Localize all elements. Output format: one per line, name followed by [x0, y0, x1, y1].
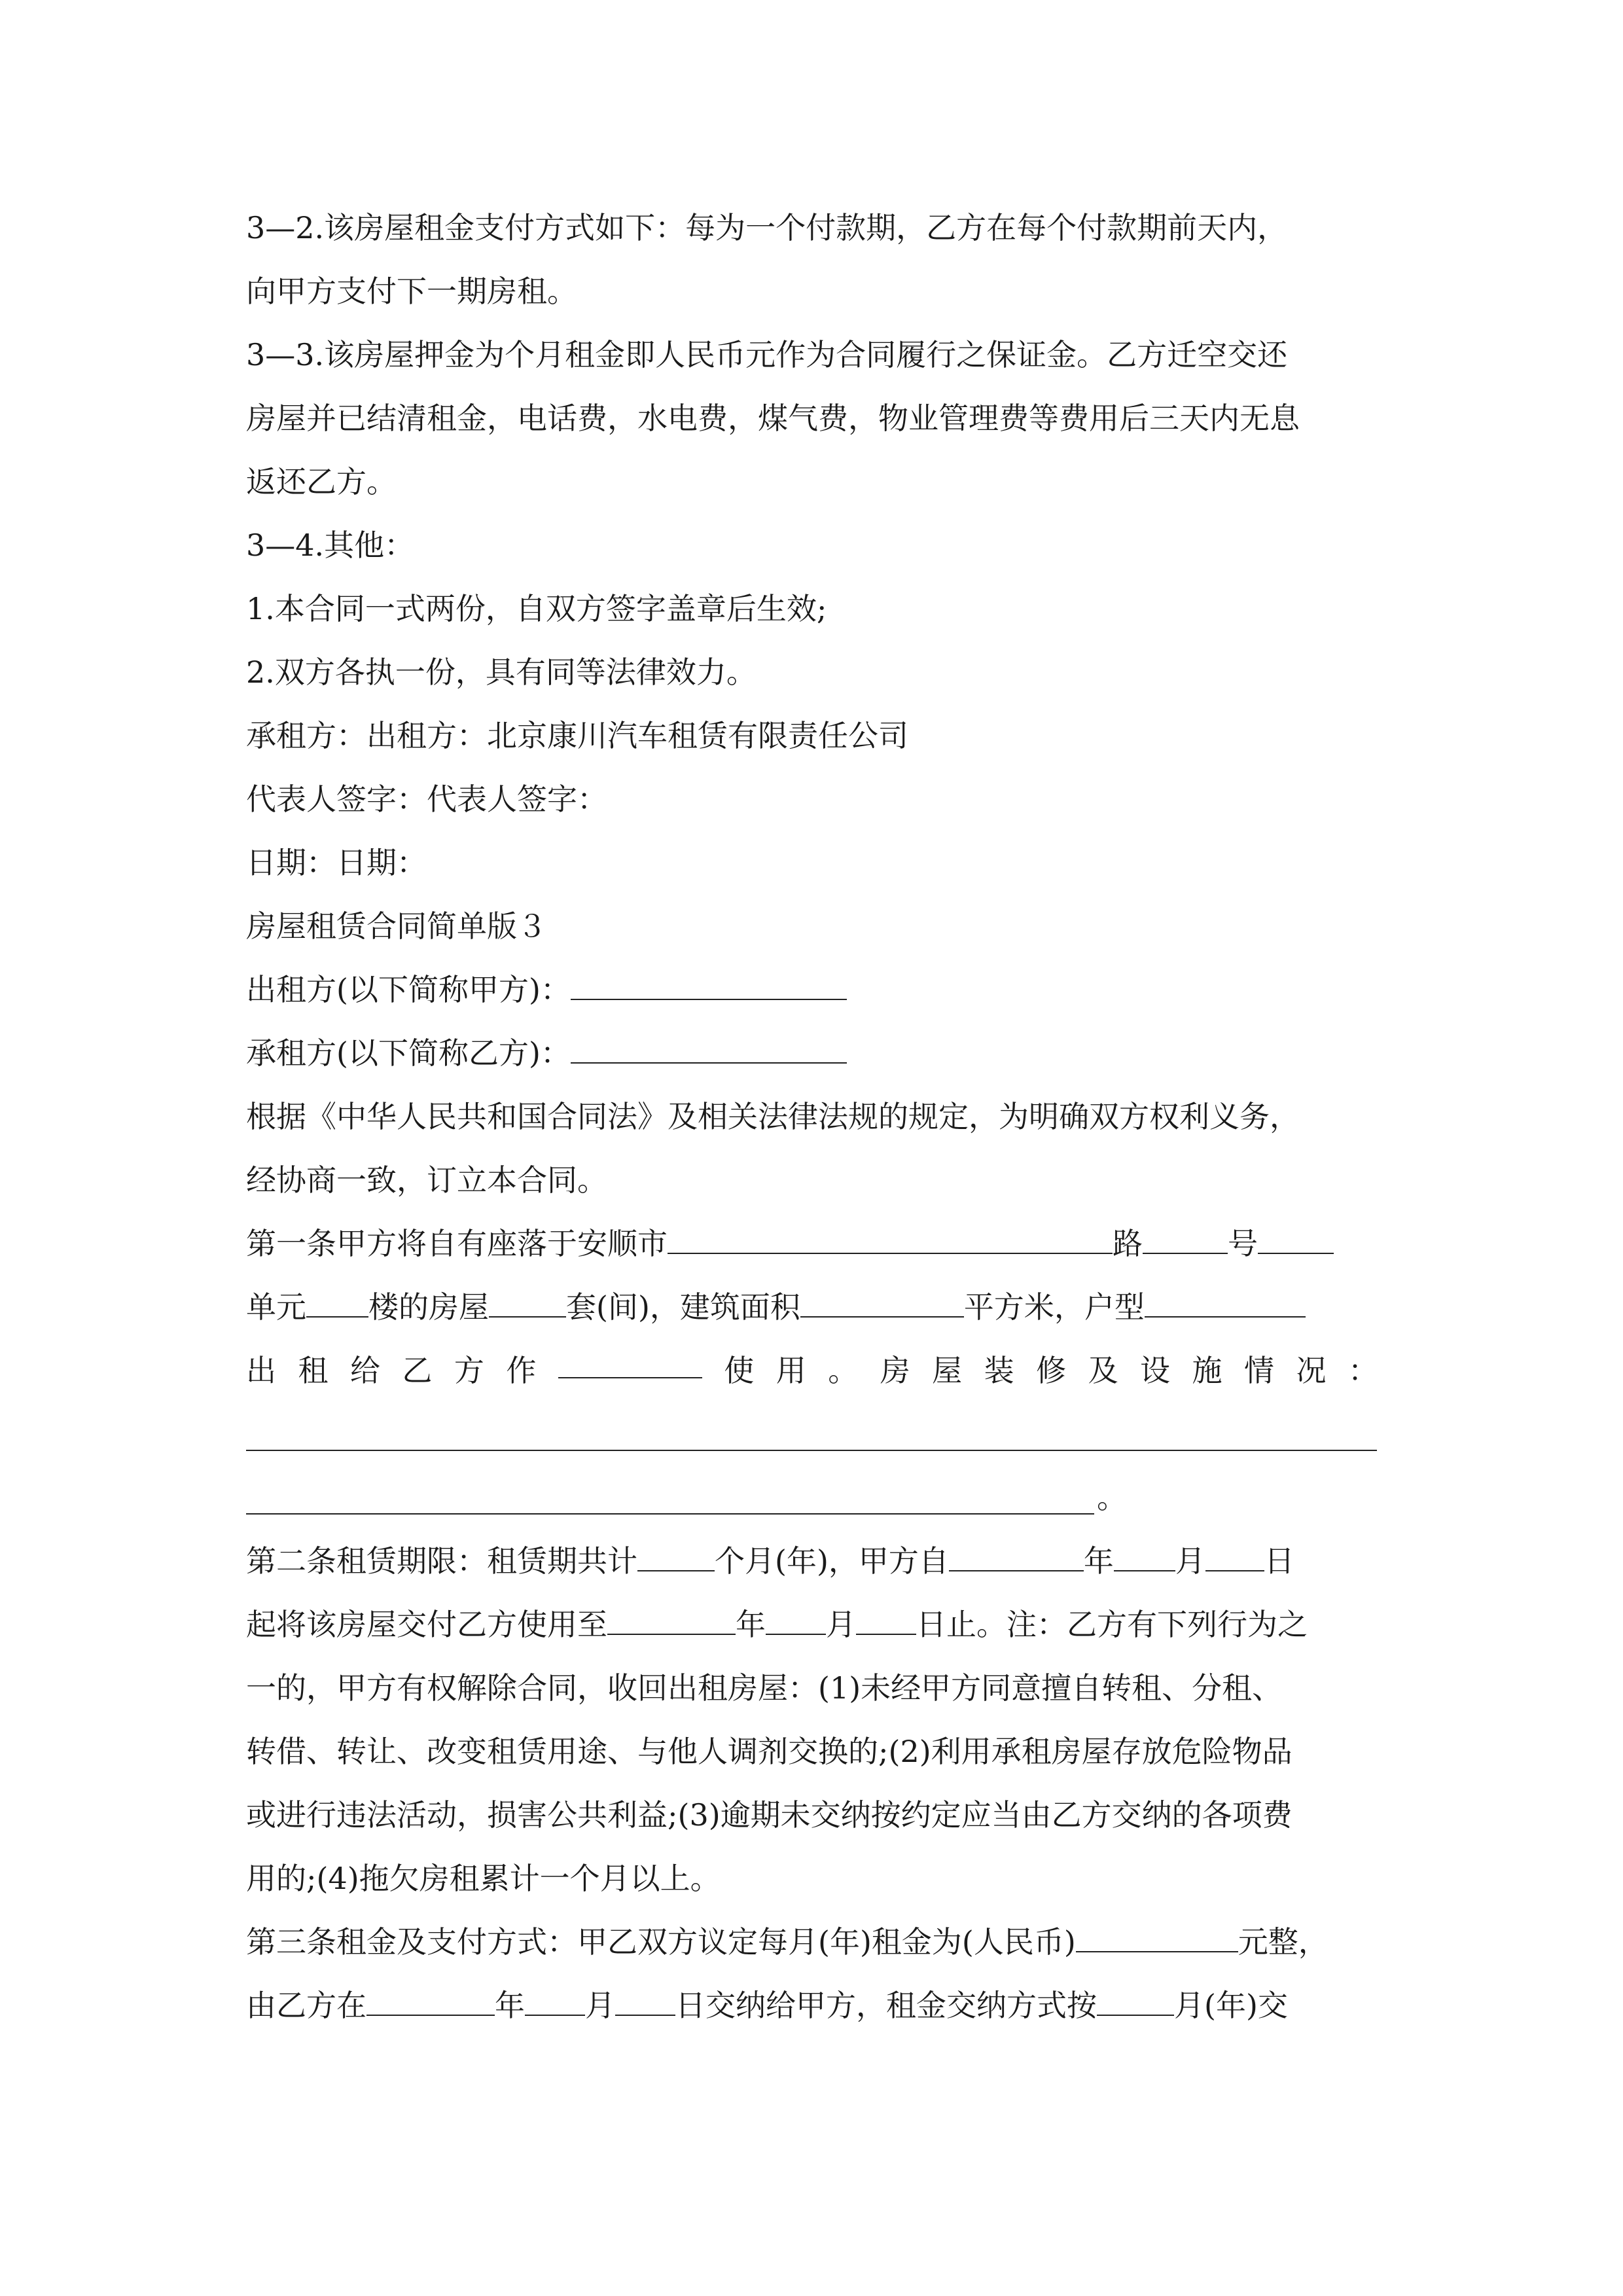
- start-day-blank[interactable]: [1205, 1532, 1264, 1571]
- period-mark: 。: [1097, 1480, 1127, 1515]
- end-month-blank[interactable]: [766, 1596, 826, 1635]
- layout-blank[interactable]: [1145, 1278, 1306, 1318]
- article-1-line-1: [246, 1212, 1378, 1276]
- yuan-label: 元整，: [1238, 1924, 1329, 1960]
- month-label: 月: [585, 1988, 615, 2023]
- suite-blank[interactable]: [489, 1278, 566, 1318]
- road-number-blank[interactable]: [1143, 1215, 1228, 1254]
- text-line: 返还乙方。: [246, 464, 397, 499]
- usage-blank[interactable]: [558, 1339, 702, 1378]
- article-2-line-1: [246, 1530, 1378, 1593]
- text-line: 转借、转让、改变租赁用途、与他人调剂交换的;(2)利用承租房屋存放危险物品: [246, 1734, 1293, 1769]
- char: 修: [1036, 1353, 1067, 1388]
- pay-by-label: 由乙方在: [246, 1988, 366, 2023]
- year-label: 年: [495, 1988, 525, 2023]
- term-blank[interactable]: [637, 1532, 715, 1571]
- lessor-label: 出租方(以下简称甲方)：: [246, 972, 571, 1007]
- lease-term-label: 第二条租赁期限：租赁期共计: [246, 1543, 637, 1579]
- lessor-line: [246, 958, 1378, 1022]
- decoration-blank[interactable]: [246, 1450, 1377, 1451]
- payment-period-label: 月(年)交: [1174, 1988, 1288, 2023]
- number-blank[interactable]: [1258, 1215, 1334, 1254]
- decoration-blank-line-2: [246, 1466, 1378, 1530]
- char: 装: [984, 1353, 1014, 1388]
- text-line: 3—3.该房屋押金为个月租金即人民币元作为合同履行之保证金。乙方迁空交还: [246, 337, 1288, 372]
- spread-text: [246, 1339, 1378, 1403]
- start-month-blank[interactable]: [1114, 1532, 1175, 1571]
- char: 施: [1192, 1353, 1222, 1388]
- text-line: 或进行违法活动，损害公共利益;(3)逾期未交纳按约定应当由乙方交纳的各项费: [246, 1797, 1293, 1833]
- article-2-line-2: [246, 1593, 1378, 1657]
- text-line: 经协商一致，订立本合同。: [246, 1162, 607, 1198]
- article-3-line-2: [246, 1974, 1378, 2037]
- text-line: 1.本合同一式两份，自双方签字盖章后生效;: [246, 591, 827, 626]
- char: 及: [1088, 1353, 1118, 1388]
- road-label: 路: [1113, 1226, 1143, 1261]
- layout-label: 平方米，户型: [963, 1289, 1145, 1325]
- month-label: 月: [1175, 1543, 1205, 1579]
- section-title: 房屋租赁合同简单版３: [246, 908, 547, 944]
- text-line: 根据《中华人民共和国合同法》及相关法律法规的规定，为明确双方权利义务，: [246, 1099, 1300, 1134]
- text-line: 2.双方各执一份，具有同等法律效力。: [246, 655, 757, 690]
- char: 况: [1296, 1353, 1327, 1388]
- decoration-blank-line: [246, 1403, 1378, 1466]
- end-year-blank[interactable]: [607, 1596, 736, 1635]
- text-line: 3—4.其他：: [246, 528, 415, 563]
- char: 用: [776, 1353, 806, 1388]
- article-1-line-3: [246, 1339, 1378, 1403]
- area-label: 套(间)，建筑面积: [566, 1289, 800, 1325]
- payment-period-blank[interactable]: [1097, 1977, 1174, 2016]
- signature-line: 代表人签字：代表人签字：: [246, 781, 607, 817]
- unit-label: 单元: [246, 1289, 306, 1325]
- char: 给: [349, 1353, 380, 1388]
- char: 使: [724, 1353, 755, 1388]
- article-3-line-1: [246, 1910, 1378, 1974]
- char: 房: [880, 1353, 910, 1388]
- char: 乙: [402, 1353, 433, 1388]
- char: 屋: [932, 1353, 963, 1388]
- decoration-blank-2[interactable]: [246, 1513, 1094, 1515]
- rent-label: 第三条租金及支付方式：甲乙双方议定每月(年)租金为(人民币): [246, 1924, 1076, 1960]
- unit-blank[interactable]: [306, 1278, 368, 1318]
- end-day-blank[interactable]: [856, 1596, 916, 1635]
- char: 作: [506, 1353, 537, 1388]
- payment-method-label: 日交纳给甲方，租金交纳方式按: [675, 1988, 1097, 2023]
- floor-label: 楼的房屋: [368, 1289, 489, 1325]
- pay-year-blank[interactable]: [366, 1977, 495, 2016]
- lessor-blank[interactable]: [571, 961, 847, 1000]
- date-line: 日期：日期：: [246, 845, 427, 880]
- note-text: 日止。注：乙方有下列行为之: [916, 1607, 1308, 1642]
- text-line: 一的，甲方有权解除合同，收回出租房屋：(1)未经甲方同意擅自转租、分租、: [246, 1670, 1283, 1706]
- lessee-label: 承租方(以下简称乙方)：: [246, 1035, 571, 1071]
- char: 租: [298, 1353, 329, 1388]
- start-year-blank[interactable]: [949, 1532, 1084, 1571]
- lease-from-label: 个月(年)，甲方自: [715, 1543, 949, 1579]
- lessee-blank[interactable]: [571, 1024, 847, 1064]
- month-label: 月: [826, 1607, 856, 1642]
- signature-parties-line: 承租方：出租方：北京康川汽车租赁有限责任公司: [246, 718, 908, 753]
- char: 设: [1140, 1353, 1171, 1388]
- article-1-text: 第一条甲方将自有座落于安顺市: [246, 1226, 668, 1261]
- number-label: 号: [1228, 1226, 1258, 1261]
- pay-day-blank[interactable]: [615, 1977, 675, 2016]
- area-blank[interactable]: [800, 1278, 964, 1318]
- article-1-line-2: [246, 1276, 1378, 1339]
- day-label: 日: [1264, 1543, 1294, 1579]
- lessee-line: [246, 1022, 1378, 1085]
- text-line: 用的;(4)拖欠房租累计一个月以上。: [246, 1861, 721, 1896]
- char: 。: [828, 1353, 859, 1388]
- pay-month-blank[interactable]: [525, 1977, 585, 2016]
- char: 情: [1243, 1353, 1274, 1388]
- lease-until-label: 起将该房屋交付乙方使用至: [246, 1607, 607, 1642]
- year-label: 年: [736, 1607, 766, 1642]
- address-blank[interactable]: [668, 1215, 1113, 1254]
- text-line: 向甲方支付下一期房租。: [246, 274, 577, 309]
- char: 出: [246, 1353, 276, 1388]
- text-line: 3—2.该房屋租金支付方式如下：每为一个付款期，乙方在每个付款期前天内，: [246, 210, 1288, 245]
- text-line: 房屋并已结清租金，电话费，水电费，煤气费，物业管理费等费用后三天内无息: [246, 401, 1300, 436]
- contract-body: [246, 196, 1378, 2037]
- year-label: 年: [1083, 1543, 1114, 1579]
- char: 方: [454, 1353, 484, 1388]
- char: ：: [1347, 1353, 1378, 1388]
- rent-amount-blank[interactable]: [1076, 1913, 1238, 1952]
